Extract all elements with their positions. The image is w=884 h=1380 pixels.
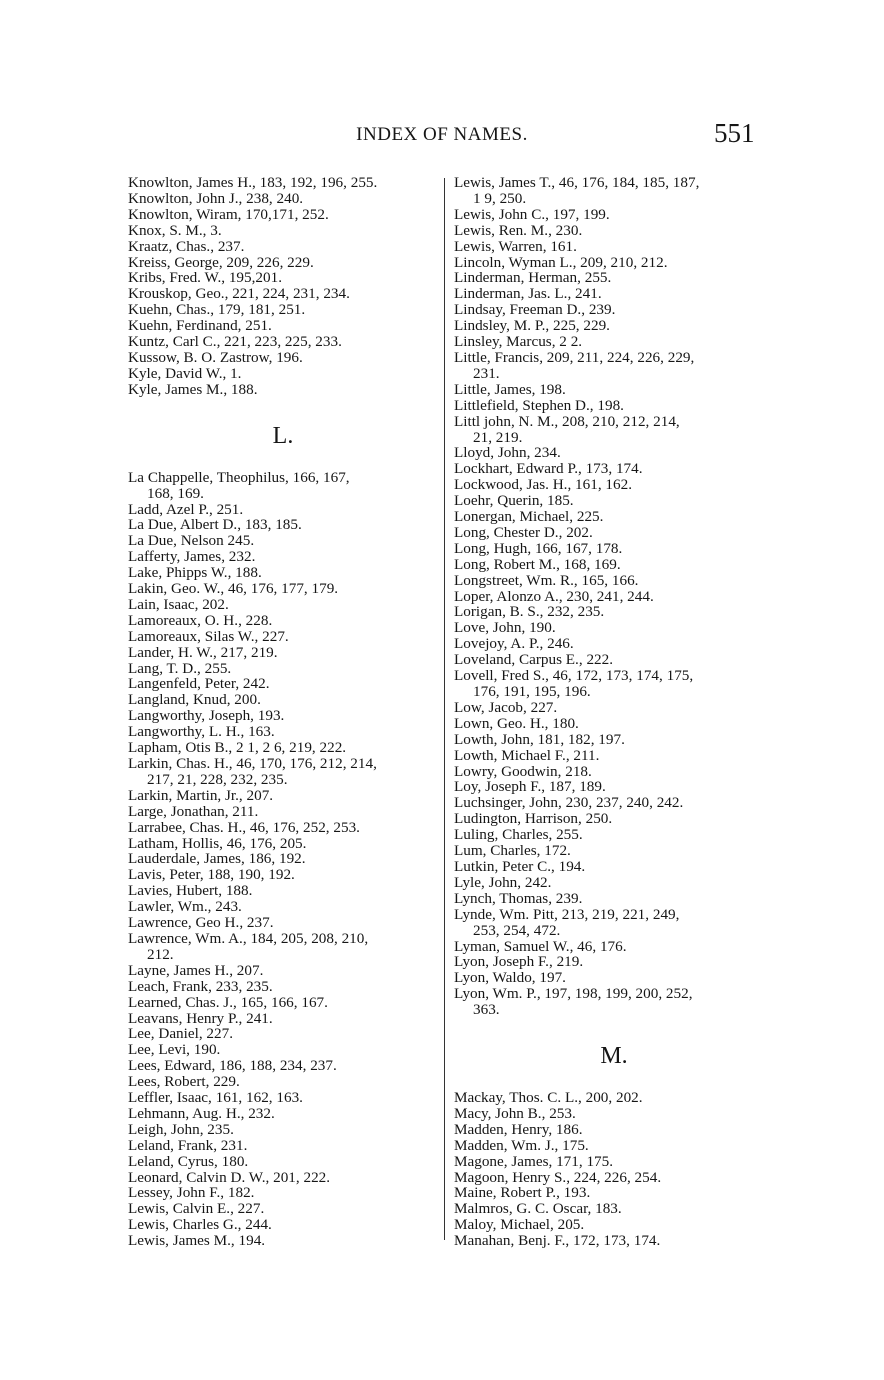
index-entry: Lorigan, B. S., 232, 235. [454, 603, 605, 621]
index-entry: Lain, Isaac, 202. [128, 595, 229, 613]
index-entry: Lees, Edward, 186, 188, 234, 237. [128, 1057, 337, 1075]
index-entry: Lessey, John F., 182. [128, 1184, 255, 1202]
index-entry: Lewis, James M., 194. [128, 1232, 266, 1250]
index-entry: Loy, Joseph F., 187, 189. [454, 778, 606, 796]
index-entry: Madden, Wm. J., 175. [454, 1136, 589, 1154]
section-letter-heading: M. [600, 1043, 628, 1070]
index-entry: Lynde, Wm. Pitt, 213, 219, 221, 249, [454, 905, 680, 923]
index-entry: Kuehn, Chas., 179, 181, 251. [128, 301, 306, 319]
index-entry: Kribs, Fred. W., 195,201. [128, 269, 282, 287]
index-entry: Lockhart, Edward P., 173, 174. [454, 460, 643, 478]
index-entry-continuation: 212. [147, 945, 174, 963]
index-entry: Kraatz, Chas., 237. [128, 237, 245, 255]
index-entry: Lyon, Waldo, 197. [454, 969, 566, 987]
index-entry: Lauderdale, James, 186, 192. [128, 850, 306, 868]
index-entry-continuation: 363. [473, 1001, 500, 1019]
index-entry: Leonard, Calvin D. W., 201, 222. [128, 1168, 331, 1186]
index-entry: Magone, James, 171, 175. [454, 1152, 614, 1170]
index-entry: Loehr, Querin, 185. [454, 492, 574, 510]
section-letter-heading: L. [272, 422, 294, 449]
index-entry: Langenfeld, Peter, 242. [128, 675, 270, 693]
index-entry: Lander, H. W., 217, 219. [128, 643, 278, 661]
index-entry: Lawler, Wm., 243. [128, 898, 242, 916]
index-entry: Linderman, Herman, 255. [454, 269, 612, 287]
index-entry: Latham, Hollis, 46, 176, 205. [128, 834, 307, 852]
index-entry: Manahan, Benj. F., 172, 173, 174. [454, 1232, 661, 1250]
index-entry: Lamoreaux, O. H., 228. [128, 611, 273, 629]
index-entry: Lewis, Warren, 161. [454, 237, 577, 255]
index-entry: Lapham, Otis B., 2 1, 2 6, 219, 222. [128, 739, 347, 757]
page-number: 551 [714, 118, 755, 148]
index-entry: Lees, Robert, 229. [128, 1073, 240, 1091]
index-entry: Maine, Robert P., 193. [454, 1184, 591, 1202]
index-entry: Lee, Levi, 190. [128, 1041, 221, 1059]
index-entry: Lewis, Calvin E., 227. [128, 1200, 265, 1218]
index-entry: Langworthy, Joseph, 193. [128, 707, 285, 725]
index-entry: Knox, S. M., 3. [128, 221, 222, 239]
index-entry: Lowth, John, 181, 182, 197. [454, 730, 625, 748]
index-entry: Larrabee, Chas. H., 46, 176, 252, 253. [128, 818, 360, 836]
index-entry-continuation: 1 9, 250. [473, 189, 527, 207]
index-entry: Macy, John B., 253. [454, 1104, 576, 1122]
index-entry: La Due, Albert D., 183, 185. [128, 516, 302, 534]
index-entry: Knowlton, James H., 183, 192, 196, 255. [128, 174, 378, 191]
index-entry: Linsley, Marcus, 2 2. [454, 333, 583, 351]
index-entry: Lowry, Goodwin, 218. [454, 762, 592, 780]
index-entry: Littl john, N. M., 208, 210, 212, 214, [454, 412, 680, 430]
index-entry: Krouskop, Geo., 221, 224, 231, 234. [128, 285, 350, 303]
page-title: INDEX OF NAMES. [356, 124, 528, 145]
index-entry: Leland, Cyrus, 180. [128, 1152, 249, 1170]
index-entry: Long, Hugh, 166, 167, 178. [454, 539, 623, 557]
index-entry: Little, Francis, 209, 211, 224, 226, 229, [454, 348, 695, 366]
index-entry-continuation: 21, 219. [473, 428, 523, 446]
index-entry: La Due, Nelson 245. [128, 532, 255, 550]
index-entry: Mackay, Thos. C. L., 200, 202. [454, 1089, 643, 1107]
index-entry: Lindsley, M. P., 225, 229. [454, 317, 610, 335]
index-entry: Lynch, Thomas, 239. [454, 889, 583, 907]
index-entry: Lincoln, Wyman L., 209, 210, 212. [454, 253, 668, 271]
index-entry: Lake, Phipps W., 188. [128, 564, 262, 582]
index-entry-continuation: 231. [473, 364, 500, 382]
index-entry: Knowlton, John J., 238, 240. [128, 189, 304, 207]
index-entry: Kreiss, George, 209, 226, 229. [128, 253, 314, 271]
index-entry-continuation: 253, 254, 472. [473, 921, 561, 939]
index-entry: Lloyd, John, 234. [454, 444, 561, 462]
index-entry: Magoon, Henry S., 224, 226, 254. [454, 1168, 662, 1186]
index-entry-continuation: 176, 191, 195, 196. [473, 683, 591, 700]
index-entry: Knowlton, Wiram, 170,171, 252. [128, 205, 329, 223]
index-entry: Kuntz, Carl C., 221, 223, 225, 233. [128, 333, 342, 351]
index-entry: Lum, Charles, 172. [454, 842, 571, 860]
index-entry: Kuehn, Ferdinand, 251. [128, 317, 272, 335]
index-entry: Lavis, Peter, 188, 190, 192. [128, 866, 295, 884]
index-entry: Lehmann, Aug. H., 232. [128, 1104, 275, 1122]
index-entry: Larkin, Martin, Jr., 207. [128, 786, 274, 804]
index-entry: Leigh, John, 235. [128, 1120, 234, 1138]
index-entry: Luling, Charles, 255. [454, 826, 583, 844]
index-entry: Langland, Knud, 200. [128, 691, 261, 709]
index-entry: Langworthy, L. H., 163. [128, 723, 275, 741]
index-entry: Lockwood, Jas. H., 161, 162. [454, 476, 633, 494]
index-entry: Learned, Chas. J., 165, 166, 167. [128, 993, 328, 1011]
index-entry-continuation: 168, 169. [147, 484, 204, 502]
index-entry: Larkin, Chas. H., 46, 170, 176, 212, 214, [128, 755, 377, 772]
index-entry: Lovell, Fred S., 46, 172, 173, 174, 175, [454, 667, 694, 685]
index-entry: Littlefield, Stephen D., 198. [454, 396, 624, 414]
index-entry: Lewis, John C., 197, 199. [454, 205, 610, 223]
index-entry: Low, Jacob, 227. [454, 698, 558, 716]
index-entry: Lowth, Michael F., 211. [454, 746, 600, 764]
index-entry: Loper, Alonzo A., 230, 241, 244. [454, 587, 654, 605]
index-entry: Leach, Frank, 233, 235. [128, 977, 273, 995]
index-entry: Kyle, David W., 1. [128, 364, 242, 382]
index-entry: Lyle, John, 242. [454, 873, 552, 891]
index-entry: Long, Robert M., 168, 169. [454, 555, 621, 573]
index-entry: Leffler, Isaac, 161, 162, 163. [128, 1089, 303, 1107]
index-entry: Maloy, Michael, 205. [454, 1216, 585, 1234]
index-entry: Lang, T. D., 255. [128, 659, 232, 677]
index-entry: Lee, Daniel, 227. [128, 1025, 234, 1043]
index-entry: Ludington, Harrison, 250. [454, 810, 613, 828]
index-entry: Linderman, Jas. L., 241. [454, 285, 602, 303]
index-entry: Lutkin, Peter C., 194. [454, 857, 586, 875]
index-entry: Ladd, Azel P., 251. [128, 500, 244, 518]
index-entry: Lewis, Charles G., 244. [128, 1216, 272, 1234]
index-entry: Lamoreaux, Silas W., 227. [128, 627, 289, 645]
index-entry: Malmros, G. C. Oscar, 183. [454, 1200, 622, 1218]
index-entry: Lyman, Samuel W., 46, 176. [454, 937, 627, 955]
index-entry: Love, John, 190. [454, 619, 556, 637]
index-entry: Lewis, Ren. M., 230. [454, 221, 583, 239]
index-entry: Lawrence, Geo H., 237. [128, 914, 274, 932]
index-entry: Loveland, Carpus E., 222. [454, 651, 614, 669]
index-entry: Lonergan, Michael, 225. [454, 508, 604, 526]
index-entry: Lindsay, Freeman D., 239. [454, 301, 616, 319]
index-entry: Lawrence, Wm. A., 184, 205, 208, 210, [128, 929, 369, 947]
index-column-right [454, 175, 774, 1249]
index-entry: Leland, Frank, 231. [128, 1136, 248, 1154]
index-entry: Lakin, Geo. W., 46, 176, 177, 179. [128, 580, 339, 598]
index-entry: Lovejoy, A. P., 246. [454, 635, 574, 653]
index-entry: Kussow, B. O. Zastrow, 196. [128, 348, 303, 366]
index-entry: Kyle, James M., 188. [128, 380, 258, 398]
index-entry: Longstreet, Wm. R., 165, 166. [454, 571, 639, 589]
index-entry: La Chappelle, Theophilus, 166, 167, [128, 468, 350, 486]
index-entry: Lewis, James T., 46, 176, 184, 185, 187, [454, 174, 700, 191]
index-entry: Lafferty, James, 232. [128, 548, 256, 566]
index-entry: Little, James, 198. [454, 380, 566, 398]
index-entry: Lyon, Joseph F., 219. [454, 953, 584, 971]
index-entry: Madden, Henry, 186. [454, 1120, 583, 1138]
index-entry: Layne, James H., 207. [128, 961, 264, 979]
index-entry: Long, Chester D., 202. [454, 523, 593, 541]
index-entry: Large, Jonathan, 211. [128, 802, 259, 820]
index-column-left [128, 175, 438, 1249]
index-entry-continuation: 217, 21, 228, 232, 235. [147, 770, 288, 788]
index-entry: Lyon, Wm. P., 197, 198, 199, 200, 252, [454, 985, 693, 1003]
index-entry: Luchsinger, John, 230, 237, 240, 242. [454, 794, 684, 812]
index-entry: Lavies, Hubert, 188. [128, 882, 253, 900]
index-entry: Lown, Geo. H., 180. [454, 714, 579, 732]
column-divider [444, 178, 445, 1240]
index-entry: Leavans, Henry P., 241. [128, 1009, 273, 1027]
